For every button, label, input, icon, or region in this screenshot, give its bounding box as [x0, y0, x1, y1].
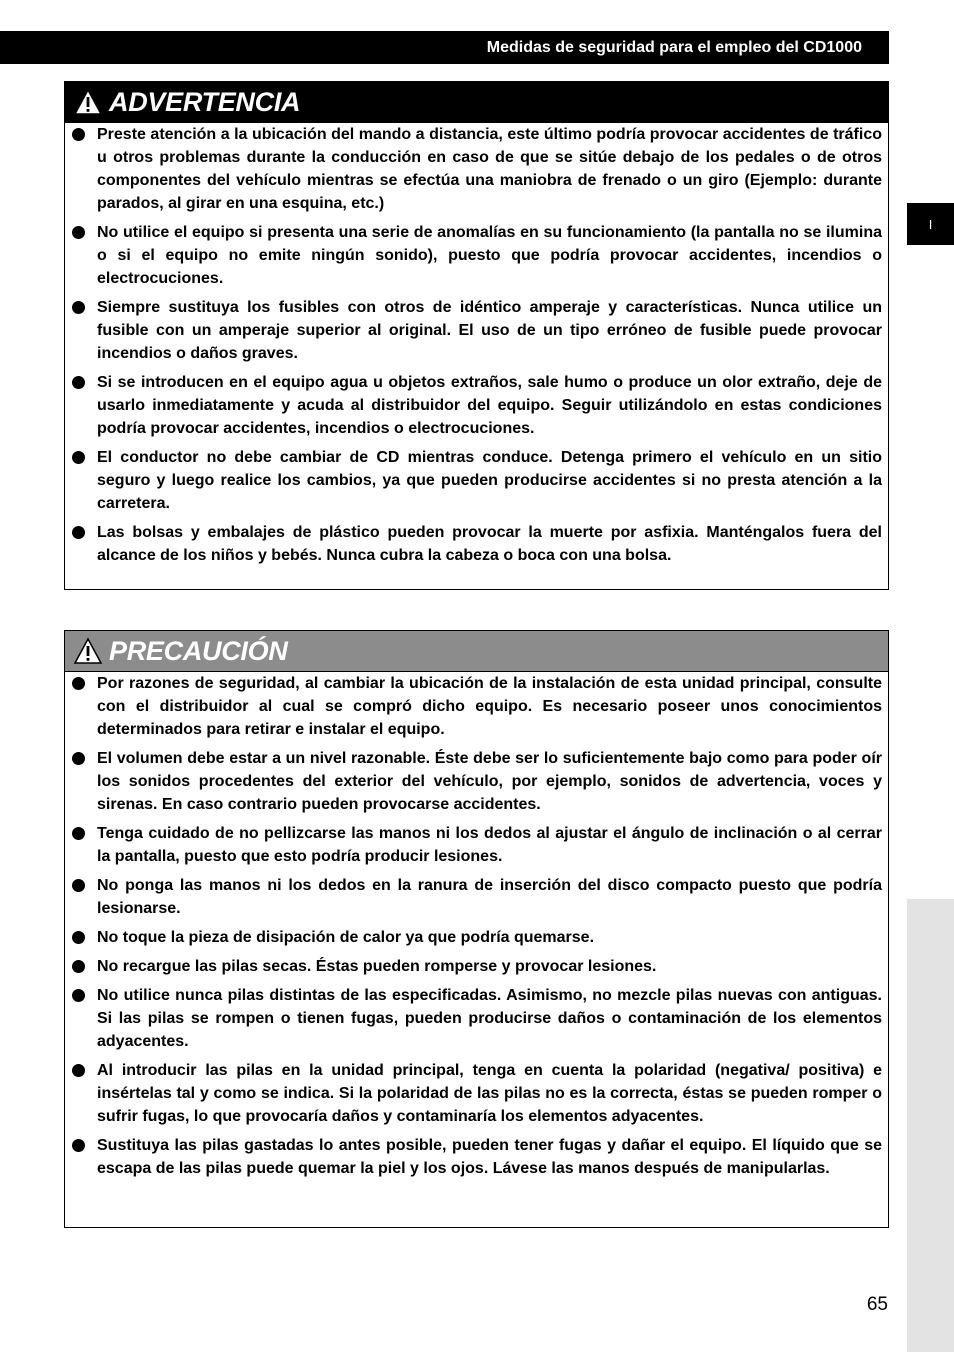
warning-title: ADVERTENCIA: [109, 86, 301, 117]
section-tab-label: I: [928, 216, 933, 232]
header-title: Medidas de seguridad para el empleo del CD1000: [486, 38, 862, 56]
caution-title-bar: [65, 631, 888, 672]
warning-triangle-icon: [73, 88, 103, 116]
page-number: 65: [866, 1294, 888, 1315]
caution-box: [64, 630, 889, 1228]
warning-title-bar: [65, 82, 888, 123]
list-item: Al introducir las pilas en la unidad principal, tenga en cuenta la polaridad (negativa/ positiva) e insértelas tal y como se indica. Si la polaridad de las pilas no es la correcta, éstas se pueden romper o sufrir fugas, lo que provocaría daños y contaminaría los elementos adyacentes.: [97, 1059, 882, 1128]
list-item: El conductor no debe cambiar de CD mientras conduce. Detenga primero el vehículo en un sitio seguro y luego realice los cambios, ya que pueden producirse accidentes si no presta atención a la carretera.: [97, 446, 882, 515]
list-item: Sustituya las pilas gastadas lo antes posible, pueden tener fugas y dañar el equipo. El líquido que se escapa de las pilas puede quemar la piel y los ojos. Lávese las manos después de manipularlas.: [97, 1134, 882, 1180]
list-item: El volumen debe estar a un nivel razonable. Éste debe ser lo suficientemente bajo como para poder oír los sonidos procedentes del exterior del vehículo, por ejemplo, sonidos de advertencia, voces y sirenas. En caso contrario pueden provocarse accidentes.: [97, 747, 882, 816]
warning-triangle-icon: [73, 637, 103, 665]
warning-list: [65, 123, 888, 567]
caution-list: [65, 672, 888, 1180]
list-item: Preste atención a la ubicación del mando a distancia, este último podría provocar accidentes de tráfico u otros problemas durante la conducción en caso de que se sitúe debajo de los pedales o de otros componentes del vehículo mientras se efectúa una maniobra de frenado o un giro (Ejemplo: durante parados, al girar en una esquina, etc.): [97, 123, 882, 215]
list-item: No utilice el equipo si presenta una serie de anomalías en su funcionamiento (la pantalla no se ilumina o si el equipo no emite ningún sonido), puesto que podría provocar accidentes, incendios o electrocuciones.: [97, 221, 882, 290]
side-strip: [907, 899, 954, 1352]
list-item: Tenga cuidado de no pellizcarse las manos ni los dedos al ajustar el ángulo de inclinación o al cerrar la pantalla, puesto que esto podría producir lesiones.: [97, 822, 882, 868]
list-item: No toque la pieza de disipación de calor ya que podría quemarse.: [97, 926, 882, 949]
list-item: No ponga las manos ni los dedos en la ranura de inserción del disco compacto puesto que podría lesionarse.: [97, 874, 882, 920]
list-item: Por razones de seguridad, al cambiar la ubicación de la instalación de esta unidad principal, consulte con el distribuidor al cual se compró dicho equipo. Es necesario poseer unos conocimientos determinados para retirar e instalar el equipo.: [97, 672, 882, 741]
list-item: Las bolsas y embalajes de plástico pueden provocar la muerte por asfixia. Manténgalos fuera del alcance de los niños y bebés. Nunca cubra la cabeza o boca con una bolsa.: [97, 521, 882, 567]
list-item: No recargue las pilas secas. Éstas pueden romperse y provocar lesiones.: [97, 955, 882, 978]
page-header: [0, 31, 889, 64]
list-item: Si se introducen en el equipo agua u objetos extraños, sale humo o produce un olor extraño, deje de usarlo inmediatamente y acuda al distribuidor del equipo. Seguir utilizándolo en estas condiciones podría provocar accidentes, incendios o electrocuciones.: [97, 371, 882, 440]
section-tab: [907, 203, 954, 245]
warning-box: [64, 81, 889, 590]
list-item: No utilice nunca pilas distintas de las especificadas. Asimismo, no mezcle pilas nuevas con antiguas. Si las pilas se rompen o tienen fugas, pueden producirse daños o contaminación de los elementos adyacentes.: [97, 984, 882, 1053]
list-item: Siempre sustituya los fusibles con otros de idéntico amperaje y características. Nunca utilice un fusible con un amperaje superior al original. El uso de un tipo erróneo de fusible puede provocar incendios o daños graves.: [97, 296, 882, 365]
caution-title: PRECAUCIÓN: [109, 635, 288, 666]
